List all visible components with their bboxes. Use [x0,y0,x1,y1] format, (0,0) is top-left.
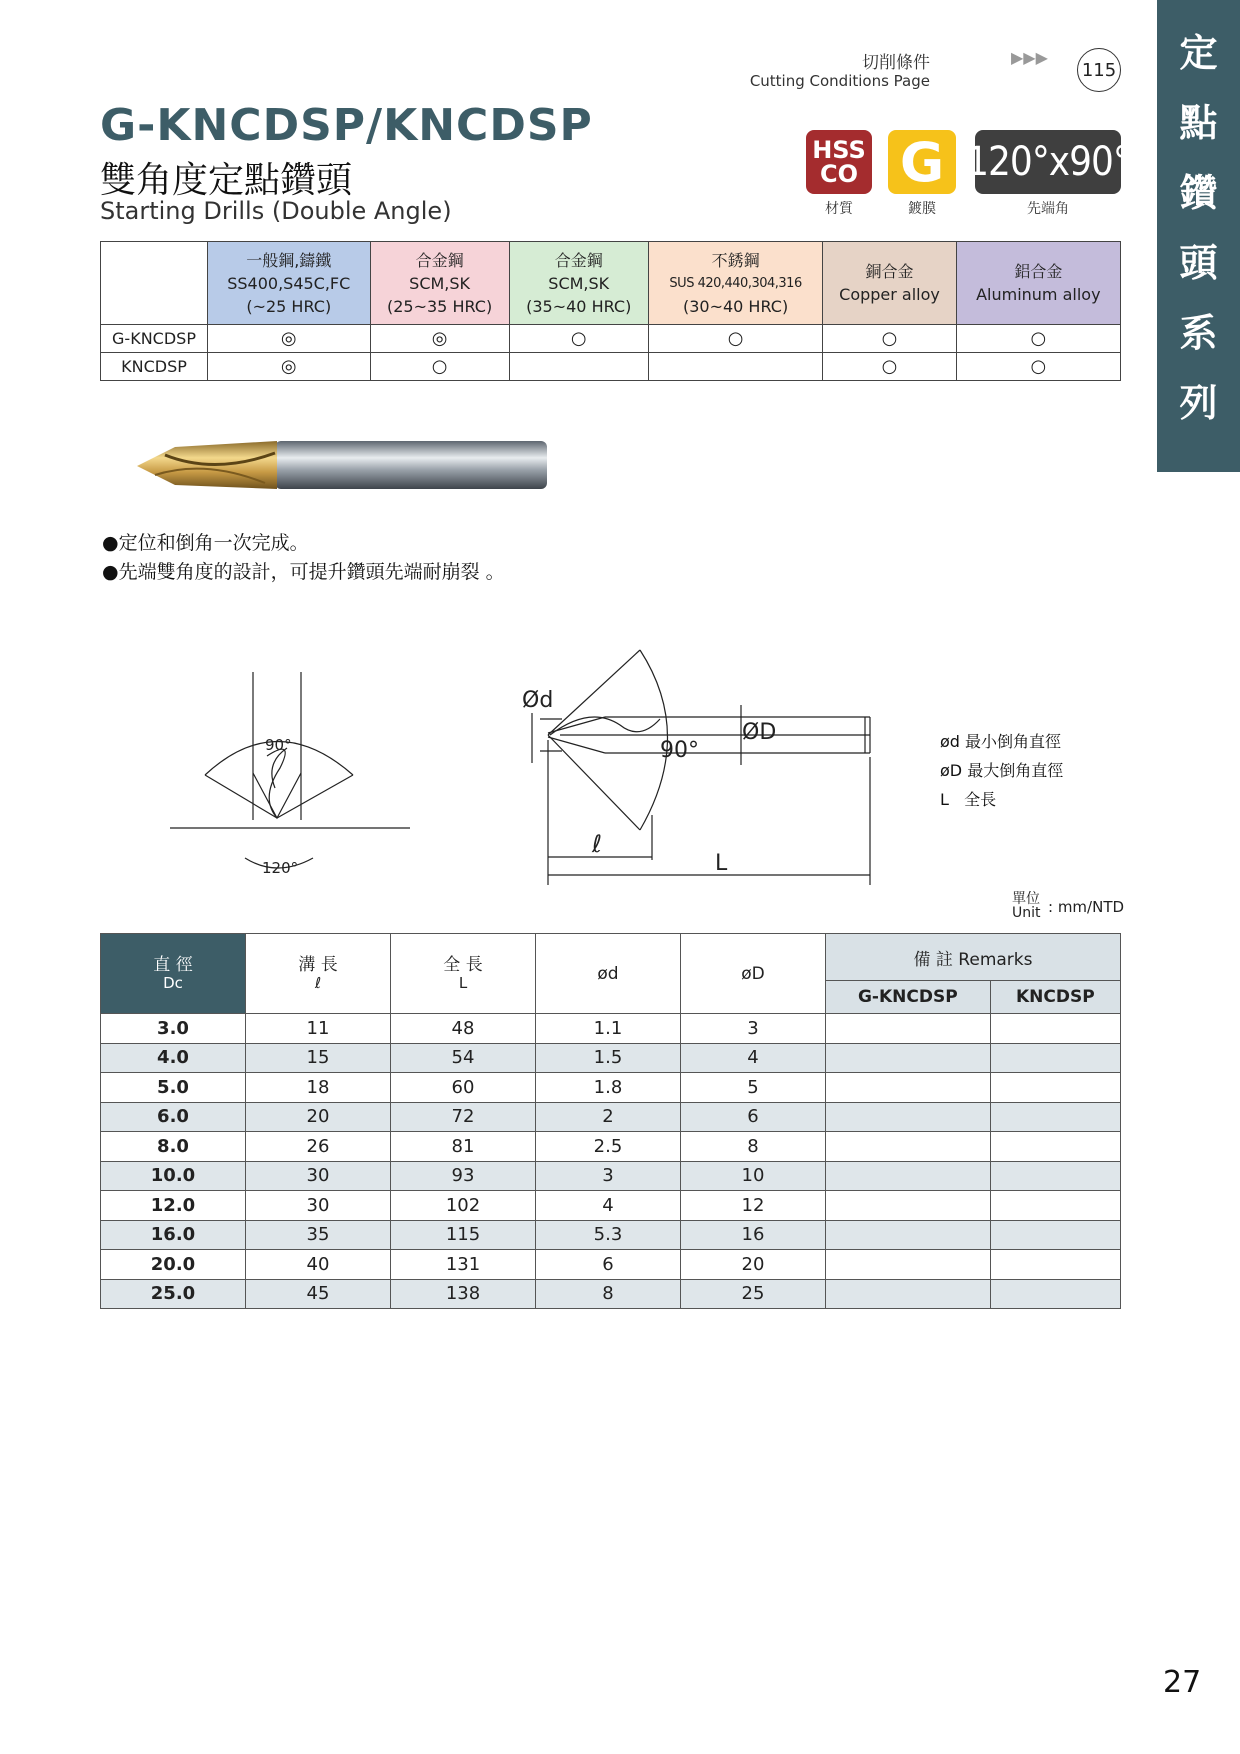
empty-header-cell [101,242,208,325]
cell-flute: 35 [246,1220,391,1250]
cell-flute: 15 [246,1043,391,1073]
material-col-l1: 銅合金 [865,262,914,281]
dim-label-D: ØD [742,720,777,745]
material-col-l2: Aluminum alloy [976,285,1101,304]
cell-d: 8 [536,1279,681,1309]
material-col-l2: SCM,SK [548,273,610,293]
cell-D: 8 [681,1132,826,1162]
cell-remark [826,1102,991,1132]
cell-remark [990,1132,1120,1162]
cell-remark [990,1073,1120,1103]
cell-D: 4 [681,1043,826,1073]
diameter-en: Dc [163,973,183,992]
material-badge-bottom: CO [819,160,858,188]
cell-total: 131 [391,1250,536,1280]
material-col-l1: 合金鋼 [415,250,464,270]
cell-remark [826,1161,991,1191]
total-en: L [458,973,468,992]
cell-d: 1.8 [536,1073,681,1103]
point-angle-label: 先端角 [1027,201,1069,217]
cell-remark [826,1014,991,1044]
col-header-flute-length [246,934,391,1014]
cell-d: 2 [536,1102,681,1132]
unit-label-zh: 單位 [1012,891,1040,907]
table-row [101,1250,1121,1280]
side-category-tab [1157,0,1240,472]
cell-remark [990,1279,1120,1309]
cell-D: 16 [681,1220,826,1250]
spec-header-row [101,934,1121,981]
cell-total: 93 [391,1161,536,1191]
material-col-l1: 合金鋼 [554,250,603,270]
cell-dc: 20.0 [101,1250,246,1280]
suitability-mark: ◎ [370,325,509,353]
table-row [101,1043,1121,1073]
cell-remark [826,1073,991,1103]
dim-label-d: Ød [522,688,554,713]
table-row [101,1073,1121,1103]
cell-total: 138 [391,1279,536,1309]
material-row-label: KNCDSP [101,353,208,381]
suitability-mark [648,353,823,381]
cell-d: 3 [536,1161,681,1191]
product-name-zh: 雙角度定點鑽頭 [100,160,353,201]
cell-total: 115 [391,1220,536,1250]
cell-D: 3 [681,1014,826,1044]
side-tab-char: 鑽 [1179,171,1218,215]
page-number: 27 [1163,1665,1202,1700]
side-tab-char: 頭 [1179,241,1218,285]
angle-label-90: 90° [265,736,292,754]
drill-front-view-diagram [165,668,415,883]
col-header-diameter [101,934,246,1014]
cell-total: 54 [391,1043,536,1073]
cell-total: 72 [391,1102,536,1132]
angle-label-120: 120° [262,859,299,877]
material-col-l1: 鋁合金 [1014,262,1063,281]
cutting-conditions-zh: 切削條件 [862,53,930,73]
side-tab-char: 系 [1179,311,1218,355]
col-header-remark-kncdsp: KNCDSP [990,981,1120,1014]
suitability-mark: ◎ [208,325,371,353]
material-label: 材質 [825,201,853,217]
material-col-l3: (~25 HRC) [246,296,332,316]
suitability-mark: ◎ [208,353,371,381]
coating-badge: G [888,130,956,194]
cell-flute: 11 [246,1014,391,1044]
legend-item: øD 最大倒角直徑 [940,761,1064,780]
suitability-mark: ○ [370,353,509,381]
table-row [101,1191,1121,1221]
material-col-header [823,242,956,325]
flute-zh: 溝 長 [298,954,338,975]
material-col-l2: Copper alloy [839,285,940,304]
table-row [101,1132,1121,1162]
suitability-mark: ○ [509,325,648,353]
suitability-mark: ○ [823,325,956,353]
specification-table [100,933,1121,1309]
cell-d: 4 [536,1191,681,1221]
unit-value: : mm/NTD [1048,898,1125,916]
cell-remark [826,1191,991,1221]
cell-D: 10 [681,1161,826,1191]
cell-dc: 4.0 [101,1043,246,1073]
material-col-l2: SCM,SK [409,273,471,293]
cell-total: 60 [391,1073,536,1103]
suitability-mark: ○ [956,325,1120,353]
suitability-mark: ○ [956,353,1120,381]
dim-label-90: 90° [660,738,699,763]
material-col-l3: (30~40 HRC) [682,296,789,316]
cell-D: 25 [681,1279,826,1309]
feature-bullet: ●定位和倒角一次完成。 [102,532,309,554]
cell-remark [990,1102,1120,1132]
cell-remark [990,1043,1120,1073]
cell-remark [826,1279,991,1309]
product-model: G-KNCDSP/KNCDSP [100,100,593,151]
col-header-max-chamfer: øD [681,934,826,1014]
material-row-label: G-KNCDSP [101,325,208,353]
diameter-zh: 直 徑 [153,954,193,975]
cell-flute: 18 [246,1073,391,1103]
material-suitability-table [100,241,1121,381]
cell-total: 102 [391,1191,536,1221]
product-name-en: Starting Drills (Double Angle) [100,197,452,225]
cell-remark [990,1161,1120,1191]
coating-label: 鍍膜 [908,201,936,217]
table-row [101,1102,1121,1132]
material-col-l1: 一般鋼,鑄鐵 [246,250,332,270]
material-col-l3: (35~40 HRC) [526,296,632,316]
cell-remark [826,1250,991,1280]
cell-D: 5 [681,1073,826,1103]
cell-d: 2.5 [536,1132,681,1162]
cell-dc: 16.0 [101,1220,246,1250]
suitability-mark: ○ [823,353,956,381]
material-badge [806,130,872,194]
flute-en: ℓ [314,973,322,992]
col-header-remark-g-kncdsp: G-KNCDSP [826,981,991,1014]
cell-dc: 5.0 [101,1073,246,1103]
cell-D: 6 [681,1102,826,1132]
cell-flute: 20 [246,1102,391,1132]
point-angle-badge: 120°x90° [975,130,1121,194]
material-col-header [509,242,648,325]
cell-remark [990,1220,1120,1250]
cell-flute: 26 [246,1132,391,1162]
material-header-row [101,242,1121,325]
table-row [101,1220,1121,1250]
material-row [101,325,1121,353]
legend-item: ød 最小倒角直徑 [940,732,1062,751]
suitability-mark: ○ [648,325,823,353]
cell-dc: 8.0 [101,1132,246,1162]
cell-remark [990,1191,1120,1221]
total-zh: 全 長 [443,954,483,975]
col-header-min-chamfer: ød [536,934,681,1014]
cell-d: 1.1 [536,1014,681,1044]
cell-remark [826,1220,991,1250]
cell-flute: 45 [246,1279,391,1309]
drill-photo [135,435,555,497]
cell-dc: 3.0 [101,1014,246,1044]
cell-remark [990,1250,1120,1280]
cell-d: 6 [536,1250,681,1280]
material-col-l2: SS400,S45C,FC [227,273,351,293]
cell-total: 48 [391,1014,536,1044]
col-header-remarks: 備 註 Remarks [826,934,1121,981]
feature-bullet: ●先端雙角度的設計，可提升鑽頭先端耐崩裂 。 [102,561,505,583]
material-col-l1: 不銹鋼 [711,250,760,270]
cell-dc: 25.0 [101,1279,246,1309]
table-row [101,1161,1121,1191]
cutting-conditions-en: Cutting Conditions Page [749,72,930,90]
drill-side-view-diagram [520,645,882,890]
unit-label-en: Unit [1012,905,1041,921]
col-header-total-length [391,934,536,1014]
cell-d: 5.3 [536,1220,681,1250]
dim-label-total: L [715,851,728,876]
cell-dc: 10.0 [101,1161,246,1191]
cutting-conditions-page-link[interactable]: 115 [1077,48,1121,92]
cell-remark [826,1132,991,1162]
cell-total: 81 [391,1132,536,1162]
cell-flute: 30 [246,1191,391,1221]
material-col-header [370,242,509,325]
arrow-icon: ▶▶▶ [1011,48,1048,67]
cell-flute: 40 [246,1250,391,1280]
material-col-header [956,242,1120,325]
cell-D: 20 [681,1250,826,1280]
material-row [101,353,1121,381]
material-badge-top: HSS [812,136,866,164]
material-col-header [648,242,823,325]
material-col-l2: SUS 420,440,304,316 [669,275,802,291]
suitability-mark [509,353,648,381]
cell-D: 12 [681,1191,826,1221]
cell-remark [990,1014,1120,1044]
cell-dc: 12.0 [101,1191,246,1221]
cell-remark [826,1043,991,1073]
side-tab-char: 列 [1179,381,1218,425]
side-tab-char: 定 [1179,31,1218,75]
table-row [101,1279,1121,1309]
cell-flute: 30 [246,1161,391,1191]
material-col-header [208,242,371,325]
table-row [101,1014,1121,1044]
legend-item: L 全長 [940,790,997,809]
material-col-l3: (25~35 HRC) [386,296,493,316]
side-tab-char: 點 [1179,101,1218,145]
cell-dc: 6.0 [101,1102,246,1132]
dim-label-flute: ℓ [592,830,602,858]
cell-d: 1.5 [536,1043,681,1073]
